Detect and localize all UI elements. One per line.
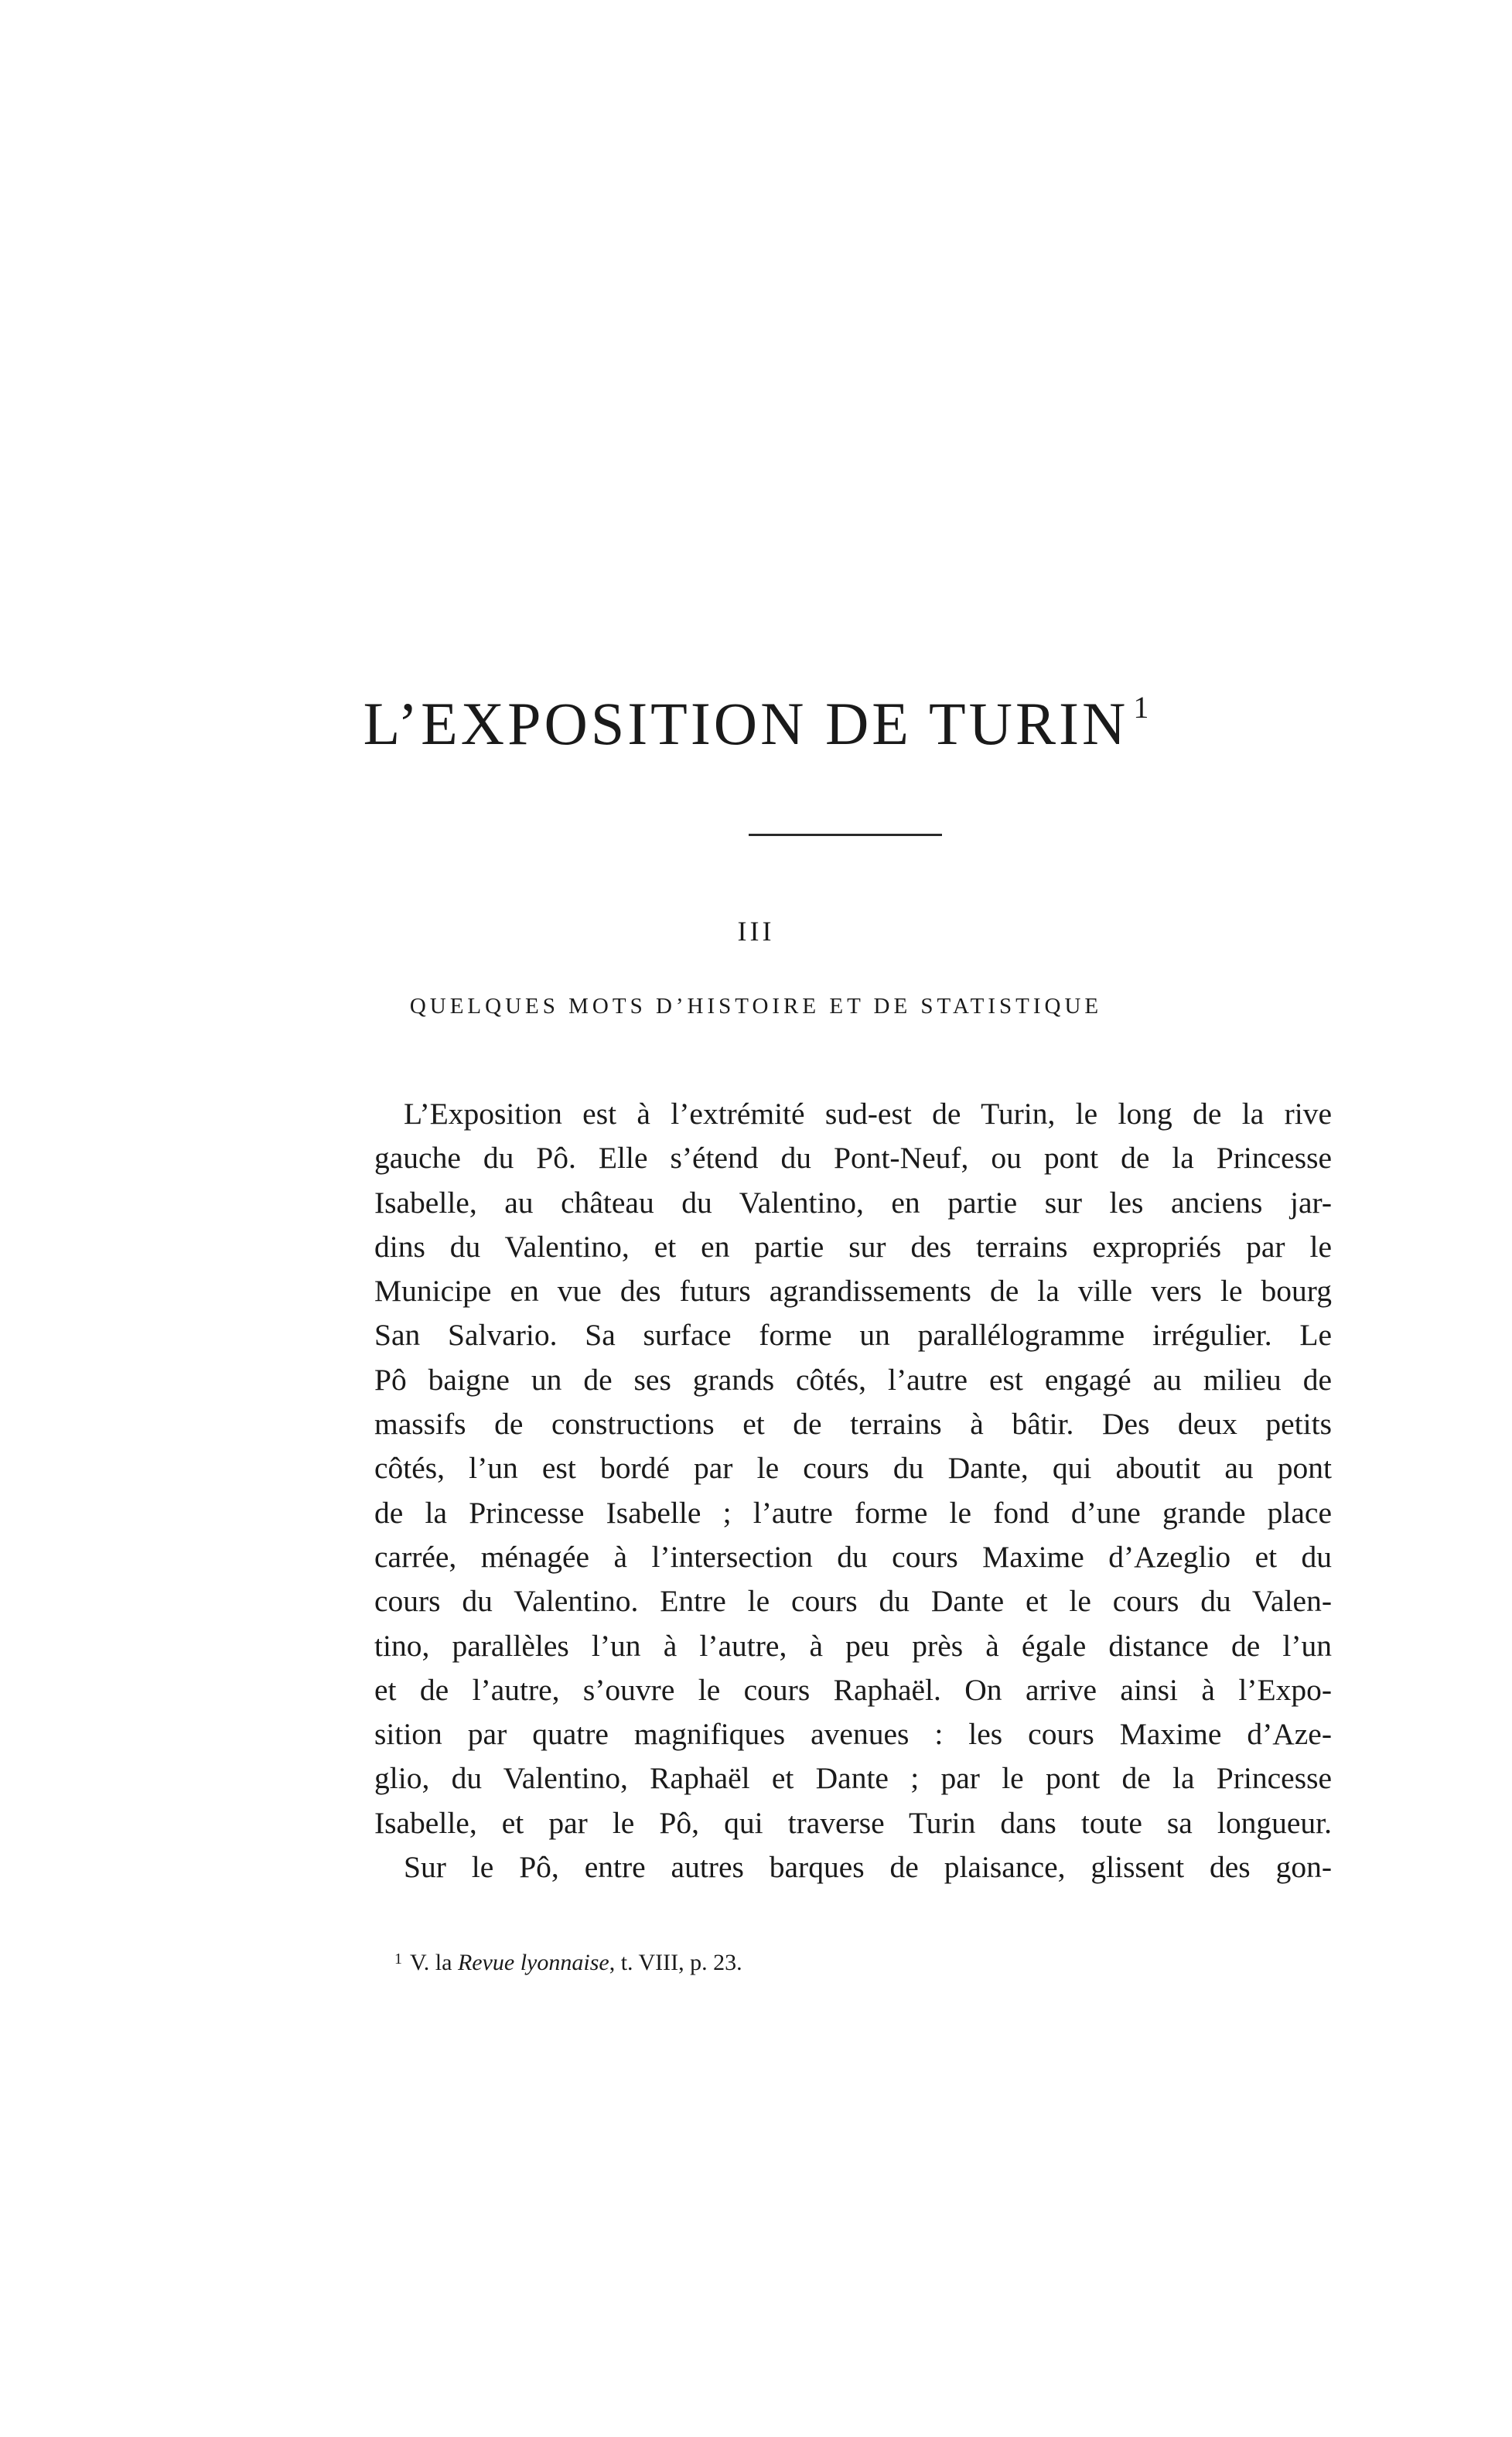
paragraph-line: Pô baigne un de ses grands côtés, l’autre est engagé au milieu de xyxy=(374,1362,1332,1397)
paragraph-line: dins du Valentino, et en partie sur des terrains expropriés par le xyxy=(374,1229,1332,1264)
paragraph-line: cours du Valentino. Entre le cours du Dante et le cours du Valen- xyxy=(374,1584,1332,1619)
paragraph-line: et de l’autre, s’ouvre le cours Raphaël. On arrive ainsi à l’Expo- xyxy=(374,1672,1332,1707)
paragraph-line: glio, du Valentino, Raphaël et Dante ; par le pont de la Princesse xyxy=(374,1761,1332,1796)
footnote xyxy=(394,1949,742,1977)
paragraph-line: Isabelle, et par le Pô, qui traverse Turin dans toute sa longueur. xyxy=(374,1805,1332,1840)
paragraph-line: carrée, ménagée à l’intersection du cours Maxime d’Azeglio et du xyxy=(374,1539,1332,1574)
paragraph-line: sition par quatre magnifiques avenues : les cours Maxime d’Aze- xyxy=(374,1717,1332,1752)
paragraph-line: côtés, l’un est bordé par le cours du Dante, qui aboutit au pont xyxy=(374,1451,1332,1486)
footnote-prefix: V. la xyxy=(410,1950,452,1975)
paragraph-line: Sur le Pô, entre autres barques de plaisance, glissent des gon- xyxy=(404,1850,1332,1885)
paragraph-line: Municipe en vue des futurs agrandissements de la ville vers le bourg xyxy=(374,1274,1332,1309)
footnote-suffix: , t. VIII, p. 23. xyxy=(609,1950,742,1975)
paragraph-line: tino, parallèles l’un à l’autre, à peu près à égale distance de l’un xyxy=(374,1628,1332,1663)
section-subtitle: QUELQUES MOTS D’HISTOIRE ET DE STATISTIQUE xyxy=(409,994,1103,1019)
title-text: L’EXPOSITION DE TURIN xyxy=(363,690,1129,757)
paragraph-line: de la Princesse Isabelle ; l’autre forme le fond d’une grande place xyxy=(374,1495,1332,1530)
paragraph-line: San Salvario. Sa surface forme un parallélogramme irrégulier. Le xyxy=(374,1318,1332,1353)
footnote-journal: Revue lyonnaise xyxy=(457,1950,609,1975)
paragraph-line: gauche du Pô. Elle s’étend du Pont-Neuf, ou pont de la Princesse xyxy=(374,1141,1332,1176)
title-divider xyxy=(749,834,942,836)
page-title xyxy=(0,690,1512,757)
section-number: III xyxy=(737,916,775,947)
paragraph-line: massifs de constructions et de terrains à bâtir. Des deux petits xyxy=(374,1407,1332,1442)
paragraph-line: L’Exposition est à l’extrémité sud-est de Turin, le long de la rive xyxy=(404,1097,1332,1131)
paragraph-line: Isabelle, au château du Valentino, en partie sur les anciens jar- xyxy=(374,1185,1332,1220)
body-paragraph xyxy=(374,1092,1332,1889)
footnote-number: 1 xyxy=(394,1951,402,1968)
title-footnote-mark: 1 xyxy=(1133,690,1149,725)
